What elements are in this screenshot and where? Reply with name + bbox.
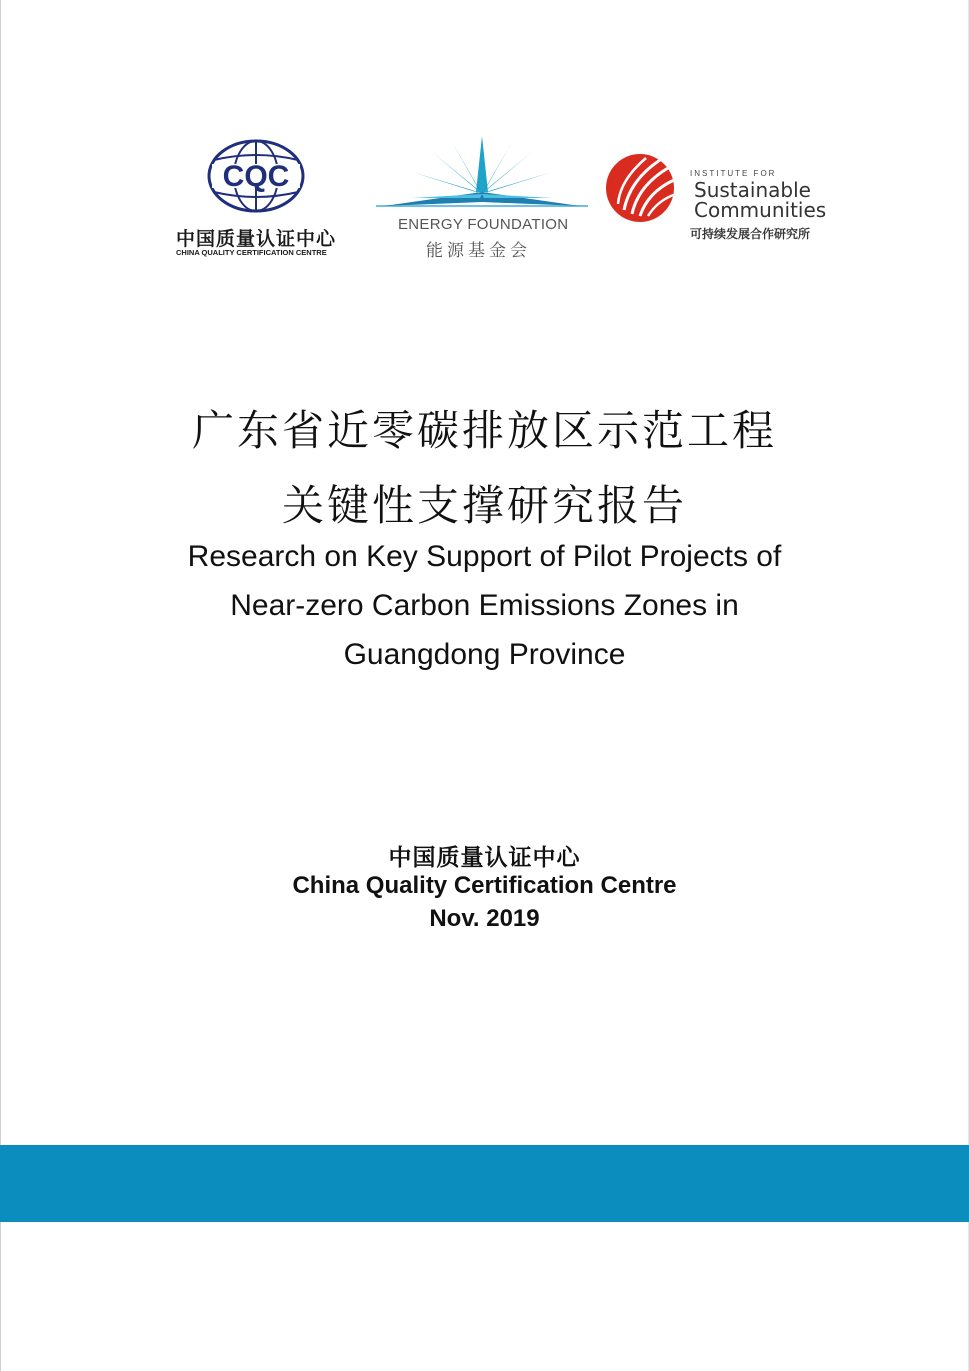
isc-emblem-icon	[604, 150, 684, 230]
publisher-name-cn: 中国质量认证中心	[388, 844, 581, 870]
cqc-globe-icon	[206, 138, 306, 218]
publication-date: Nov. 2019	[429, 905, 540, 932]
starburst-icon	[372, 132, 592, 216]
isc-line1: Sustainable	[694, 178, 811, 202]
ef-name-en: ENERGY FOUNDATION	[398, 216, 569, 233]
cqc-name-en: CHINA QUALITY CERTIFICATION CENTRE	[176, 248, 327, 257]
publisher-name-en: China Quality Certification Centre	[292, 872, 677, 899]
cqc-logo	[170, 138, 345, 263]
ef-name-cn: 能源基金会	[426, 241, 531, 260]
title-cn-line1: 广东省近零碳排放区示范工程	[191, 406, 777, 455]
title-en-line1: Research on Key Support of Pilot Projects of	[187, 540, 782, 573]
energy-foundation-logo	[372, 132, 592, 267]
title-en-line2: Near-zero Carbon Emissions Zones in	[230, 589, 739, 622]
isc-small-text: INSTITUTE FOR	[690, 169, 777, 178]
title-cn-line2: 关键性支撑研究报告	[281, 481, 687, 530]
isc-line2: Communities	[694, 198, 827, 222]
isc-logo	[604, 150, 834, 250]
cqc-name-cn: 中国质量认证中心	[176, 229, 337, 250]
title-en-line3: Guangdong Province	[343, 638, 626, 671]
svg-text:CQC: CQC	[222, 160, 290, 193]
isc-name-cn: 可持续发展合作研究所	[690, 227, 811, 241]
footer-color-band	[0, 1145, 969, 1222]
